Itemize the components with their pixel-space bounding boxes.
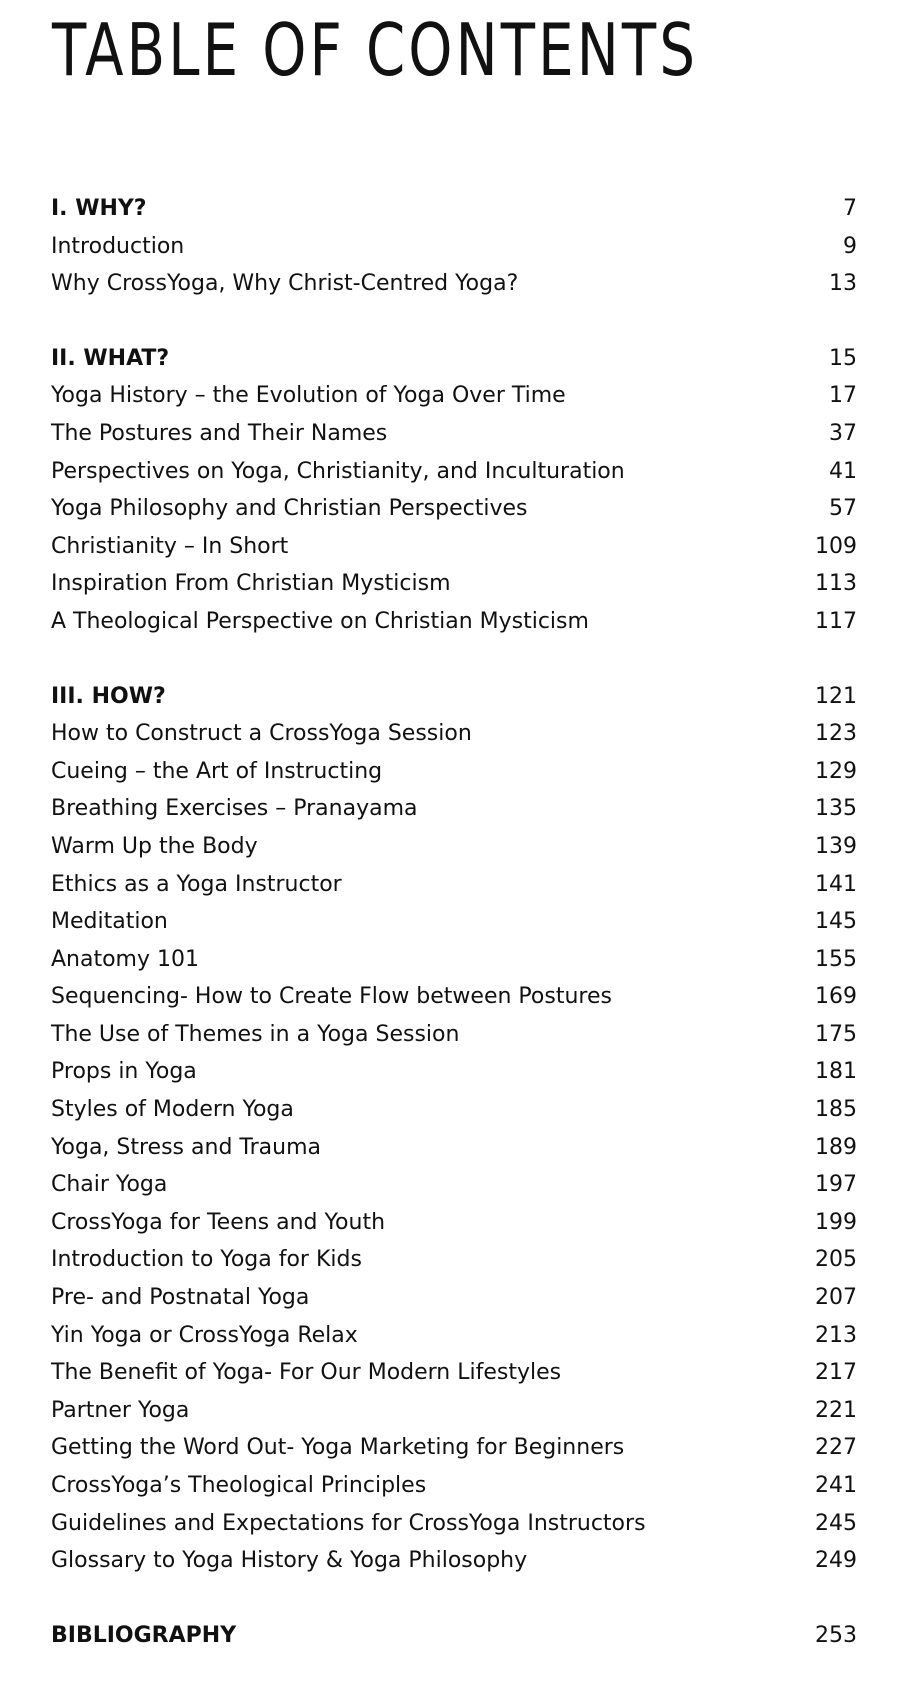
toc-entry-page-number: 57 xyxy=(829,496,857,522)
toc-entry xyxy=(51,866,857,904)
toc-entry xyxy=(51,528,857,566)
toc-entry-page-number: 139 xyxy=(815,833,857,859)
toc-entry-page-number: 245 xyxy=(815,1510,857,1536)
toc-entry-label: Introduction to Yoga for Kids xyxy=(51,1247,362,1273)
toc-entry-page-number: 185 xyxy=(815,1097,857,1123)
toc-entry-label: Guidelines and Expectations for CrossYoga Instructors xyxy=(51,1510,646,1536)
toc-entry xyxy=(51,453,857,491)
section-heading-label: BIBLIOGRAPHY xyxy=(51,1622,237,1648)
toc-entry xyxy=(51,1091,857,1129)
toc-entry-label: Sequencing- How to Create Flow between Postures xyxy=(51,984,612,1010)
toc-entry-label: CrossYoga’s Theological Principles xyxy=(51,1473,427,1498)
toc-section xyxy=(51,190,857,303)
toc-entry-page-number: 189 xyxy=(815,1134,857,1160)
toc-entry xyxy=(51,1392,857,1430)
toc-entry xyxy=(51,1354,857,1392)
toc-entry-label: CrossYoga for Teens and Youth xyxy=(51,1209,386,1235)
toc-entry-page-number: 13 xyxy=(829,271,857,297)
toc-entry xyxy=(51,265,857,303)
toc-entry-label: Partner Yoga xyxy=(51,1397,190,1423)
toc-entry-page-number: 175 xyxy=(815,1021,857,1047)
section-heading-page-number: 15 xyxy=(829,345,857,371)
toc-entry xyxy=(51,1467,857,1505)
toc-entry-page-number: 217 xyxy=(815,1360,857,1386)
toc-entry xyxy=(51,715,857,753)
toc-entry-label: Getting the Word Out- Yoga Marketing for Beginners xyxy=(51,1435,625,1461)
toc-entry-page-number: 197 xyxy=(815,1172,857,1198)
toc-entry xyxy=(51,941,857,979)
toc-entry-label: The Postures and Their Names xyxy=(51,420,388,446)
toc-entry-label: Styles of Modern Yoga xyxy=(51,1097,294,1123)
toc-entry-page-number: 9 xyxy=(843,233,857,259)
toc-entry-page-number: 227 xyxy=(815,1435,857,1461)
toc-entry xyxy=(51,790,857,828)
toc-entry xyxy=(51,1016,857,1054)
toc-entry xyxy=(51,1429,857,1467)
toc-entry xyxy=(51,565,857,603)
toc-entry-page-number: 123 xyxy=(815,721,857,747)
toc-section xyxy=(51,678,857,1580)
toc-entry-label: A Theological Perspective on Christian Mysticism xyxy=(51,608,589,634)
toc-entry-page-number: 117 xyxy=(815,608,857,634)
toc-entry-page-number: 221 xyxy=(815,1397,857,1423)
toc-entry-label: Introduction xyxy=(51,233,185,259)
toc-entry-label: Breathing Exercises – Pranayama xyxy=(51,796,418,822)
toc-entry-page-number: 249 xyxy=(815,1548,857,1574)
toc-entry-label: Why CrossYoga, Why Christ-Centred Yoga? xyxy=(51,271,519,297)
toc-entry-page-number: 207 xyxy=(815,1285,857,1311)
section-heading-label: II. WHAT? xyxy=(51,345,170,371)
toc-entry-label: Ethics as a Yoga Instructor xyxy=(51,871,342,897)
toc-entry xyxy=(51,828,857,866)
toc-entry xyxy=(51,903,857,941)
toc-entry-label: Yoga History – the Evolution of Yoga Over Time xyxy=(51,383,566,409)
toc-entry xyxy=(51,1166,857,1204)
toc-entry-label: Christianity – In Short xyxy=(51,533,289,559)
toc-entry xyxy=(51,377,857,415)
toc-entry-label: Meditation xyxy=(51,909,168,935)
toc-entry xyxy=(51,1505,857,1543)
toc-entry-label: The Use of Themes in a Yoga Session xyxy=(51,1021,460,1047)
toc-entry xyxy=(51,1204,857,1242)
toc-entry xyxy=(51,228,857,266)
section-heading-page-number: 121 xyxy=(815,683,857,709)
toc-entry xyxy=(51,1241,857,1279)
toc-entry-label: Glossary to Yoga History & Yoga Philosophy xyxy=(51,1548,528,1574)
toc-entry xyxy=(51,1129,857,1167)
section-heading xyxy=(51,678,857,716)
toc-entry-label: The Benefit of Yoga- For Our Modern Lifestyles xyxy=(51,1360,562,1386)
toc-entry-page-number: 41 xyxy=(829,458,857,484)
toc-entry xyxy=(51,1317,857,1355)
section-heading-label: I. WHY? xyxy=(51,196,147,221)
toc-entry-page-number: 135 xyxy=(815,796,857,822)
toc-entry-page-number: 169 xyxy=(815,984,857,1010)
toc-entry-page-number: 181 xyxy=(815,1059,857,1085)
toc-entry-page-number: 113 xyxy=(815,571,857,597)
toc-entry-label: Yoga Philosophy and Christian Perspectives xyxy=(51,496,528,522)
toc-entry xyxy=(51,1053,857,1091)
section-heading xyxy=(51,190,857,228)
toc-section xyxy=(51,1617,857,1655)
section-heading-label: III. HOW? xyxy=(51,683,166,709)
toc-entry xyxy=(51,1542,857,1580)
toc-entry-page-number: 213 xyxy=(815,1322,857,1348)
table-of-contents xyxy=(51,190,857,1691)
toc-entry-page-number: 37 xyxy=(829,420,857,446)
toc-entry-page-number: 17 xyxy=(829,383,857,409)
toc-entry xyxy=(51,1279,857,1317)
toc-entry-label: Props in Yoga xyxy=(51,1059,197,1085)
page-title: TABLE OF CONTENTS xyxy=(52,8,699,92)
toc-entry xyxy=(51,753,857,791)
section-heading xyxy=(51,1617,857,1655)
toc-section xyxy=(51,340,857,641)
section-heading-page-number: 253 xyxy=(815,1622,857,1648)
toc-entry-label: Perspectives on Yoga, Christianity, and Inculturation xyxy=(51,458,625,484)
toc-entry-label: Pre- and Postnatal Yoga xyxy=(51,1285,310,1311)
section-heading xyxy=(51,340,857,378)
toc-entry-page-number: 199 xyxy=(815,1209,857,1235)
toc-entry-page-number: 145 xyxy=(815,909,857,935)
toc-entry-label: Yoga, Stress and Trauma xyxy=(51,1134,321,1160)
toc-entry-label: Anatomy 101 xyxy=(51,946,199,972)
toc-entry-page-number: 129 xyxy=(815,758,857,784)
toc-entry-label: Chair Yoga xyxy=(51,1172,168,1198)
toc-entry xyxy=(51,978,857,1016)
toc-entry-page-number: 109 xyxy=(815,533,857,559)
toc-entry-page-number: 205 xyxy=(815,1247,857,1273)
toc-entry-label: How to Construct a CrossYoga Session xyxy=(51,721,472,747)
toc-entry xyxy=(51,415,857,453)
toc-entry xyxy=(51,603,857,641)
toc-entry-page-number: 241 xyxy=(815,1473,857,1498)
section-heading-page-number: 7 xyxy=(843,196,857,221)
toc-entry-label: Warm Up the Body xyxy=(51,833,258,859)
toc-entry-page-number: 155 xyxy=(815,946,857,972)
toc-entry-label: Yin Yoga or CrossYoga Relax xyxy=(51,1322,358,1348)
toc-entry-label: Cueing – the Art of Instructing xyxy=(51,758,383,784)
toc-entry-page-number: 141 xyxy=(815,871,857,897)
toc-entry xyxy=(51,490,857,528)
toc-entry-label: Inspiration From Christian Mysticism xyxy=(51,571,451,597)
